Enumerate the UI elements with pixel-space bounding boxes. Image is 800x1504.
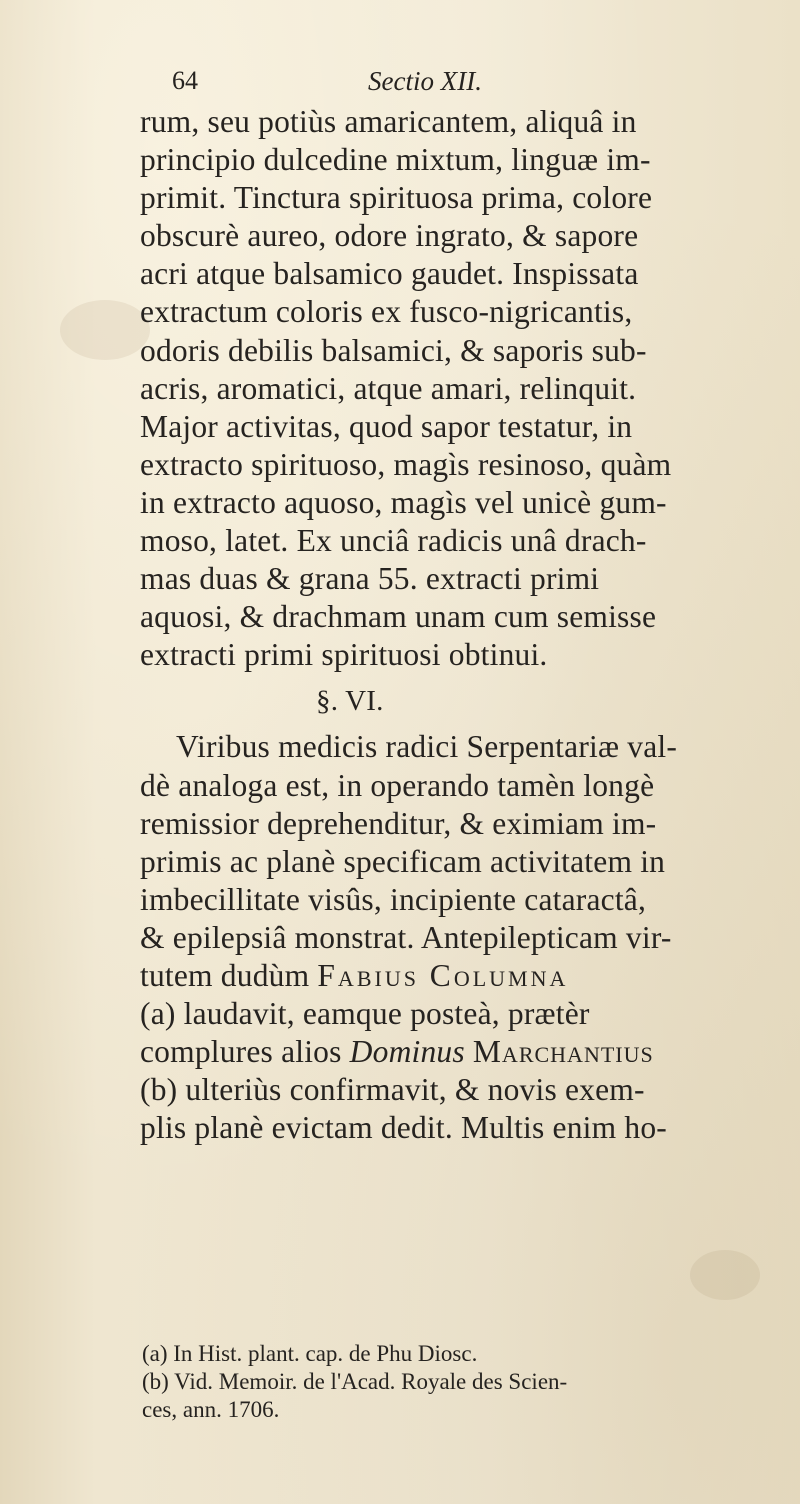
text-line: & epilepsiâ monstrat. Antepilepticam vir- [140, 919, 672, 955]
text-line: acris, aromatici, atque amari, relinquit. [140, 370, 637, 406]
text-line: plis planè evictam dedit. Multis enim ho- [140, 1110, 667, 1146]
main-text [140, 103, 800, 1147]
text-segment: complures alios [140, 1034, 342, 1070]
footnote-line: (a) In Hist. plant. cap. de Phu Diosc. [142, 1341, 478, 1366]
section-heading: §. VI. [316, 685, 384, 718]
text-line [140, 995, 800, 1033]
page-header [172, 66, 612, 106]
text-segment: laudavit, eamque posteà, prætèr [183, 996, 590, 1032]
footnote-ref: (a) [140, 996, 176, 1032]
footnote-line: ces, ann. 1706. [142, 1397, 280, 1422]
footnote-line: (b) Vid. Memoir. de l'Acad. Royale des Scien- [142, 1369, 568, 1394]
text-italic: Dominus [349, 1034, 465, 1070]
text-line: odoris debilis balsamici, & saporis sub- [140, 332, 647, 368]
text-line: rum, seu potiùs amaricantem, aliquâ in [140, 104, 637, 139]
text-line [140, 1033, 800, 1071]
paper-stain [60, 300, 150, 360]
text-segment: tutem dudùm [140, 957, 310, 993]
text-line: acri atque balsamico gaudet. Inspissata [140, 256, 639, 292]
text-line: aquosi, & drachmam unam cum semisse [140, 599, 657, 635]
running-title: Sectio XII. [368, 66, 482, 96]
text-line: primit. Tinctura spirituosa prima, colore [140, 180, 653, 216]
text-line: in extracto aquoso, magìs vel unicè gum- [140, 484, 667, 520]
footnote-ref: (b) [140, 1072, 178, 1108]
text-line: imbecillitate visûs, incipiente cataractâ, [140, 881, 647, 917]
text-line: principio dulcedine mixtum, linguæ im- [140, 142, 651, 178]
text-line: extracto spirituoso, magìs resinoso, quàm [140, 446, 672, 482]
text-line: extracti primi spirituosi obtinui. [140, 637, 548, 673]
text-line [140, 1071, 800, 1109]
text-line: Viribus medicis radici Serpentariæ val- [176, 729, 678, 765]
text-line: dè analoga est, in operando tamèn longè [140, 767, 655, 803]
paper-stain [690, 1250, 760, 1300]
text-line: primis ac planè specificam activitatem in [140, 843, 666, 879]
text-line: obscurè aureo, odore ingrato, & sapore [140, 218, 639, 254]
page-number: 64 [172, 66, 198, 95]
text-line: remissior deprehenditur, & eximiam im- [140, 805, 657, 841]
text-line [140, 957, 800, 995]
text-line: extractum coloris ex fusco-nigricantis, [140, 294, 633, 330]
text-segment: ulteriùs confirmavit, & novis exem- [185, 1072, 645, 1108]
author-name: Fabius Columna [317, 957, 569, 993]
text-line: mas duas & grana 55. extracti primi [140, 561, 600, 597]
text-line: moso, latet. Ex unciâ radicis unâ drach- [140, 523, 647, 559]
author-name: Marchantius [472, 1034, 654, 1070]
footnotes [142, 1340, 800, 1424]
text-line: Major activitas, quod sapor testatur, in [140, 408, 633, 444]
